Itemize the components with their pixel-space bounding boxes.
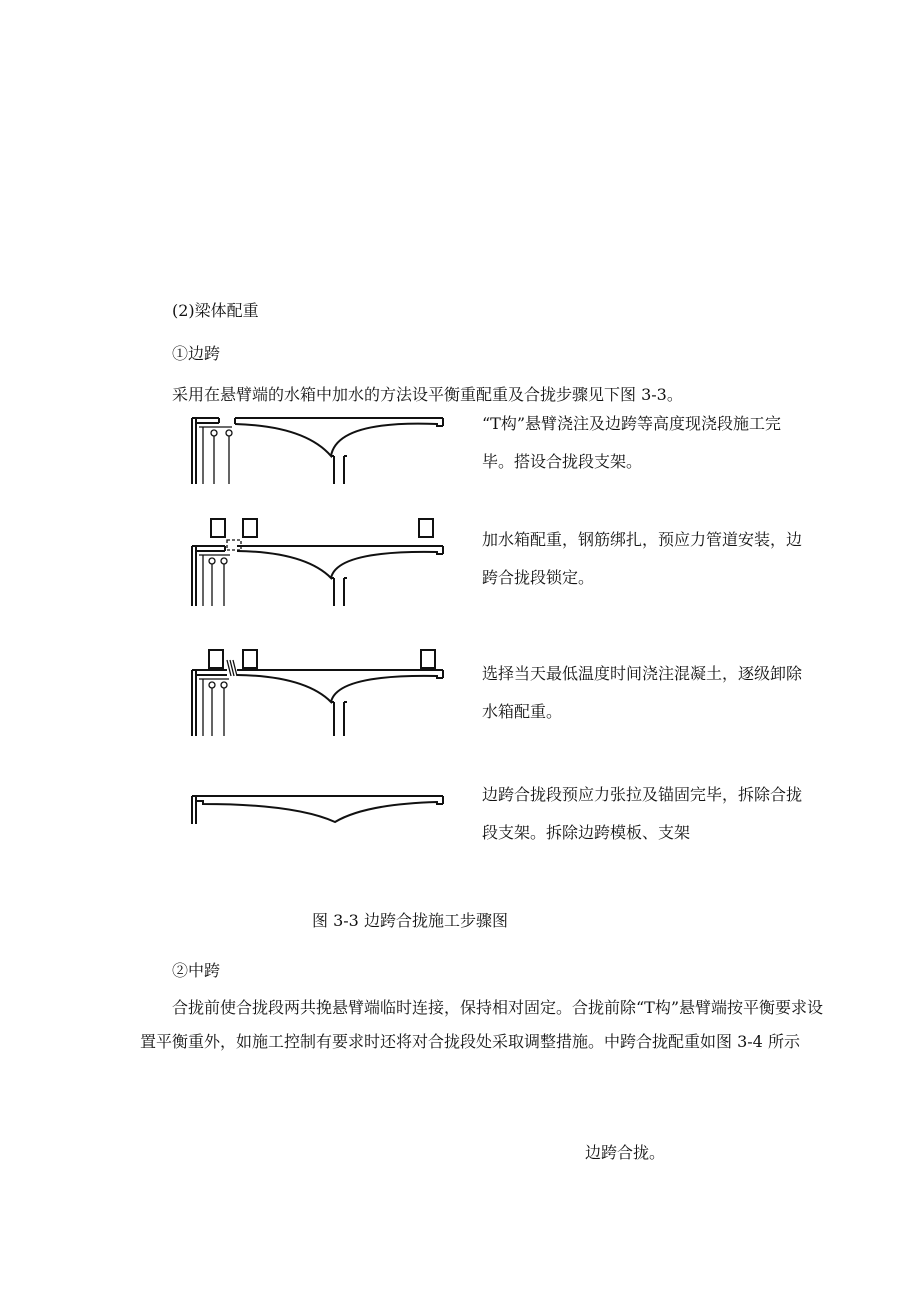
- step-4-diagram: [185, 792, 445, 824]
- step-3-diagram: [185, 646, 445, 736]
- pour-hatch-icon: [227, 660, 237, 676]
- jack-circle-icon: [221, 682, 227, 688]
- water-tank-icon: [209, 650, 223, 668]
- step-3-description: 选择当天最低温度时间浇注混凝土，逐级卸除水箱配重。: [482, 664, 803, 721]
- water-tank-icon: [243, 519, 257, 537]
- figure-caption: 图 3-3 边跨合拢施工步骤图: [312, 911, 508, 930]
- mid-span-text: 合拢前使合拢段两共挽悬臂端临时连接，保持相对固定。合拢前除“T构”悬臂端按平衡要求设置平衡重外，如施工控制有要求时还将对合拢段处采取调整措施。中跨合拢配重如图 3-4 所示: [140, 998, 824, 1051]
- jack-circle-icon: [209, 558, 215, 564]
- mid-span-heading: ②中跨: [172, 961, 221, 980]
- water-tank-icon: [211, 519, 225, 537]
- water-tank-icon: [419, 519, 433, 537]
- water-tank-icon: [243, 650, 257, 668]
- jack-circle-icon: [226, 430, 232, 436]
- side-span-heading: ①边跨: [172, 344, 221, 363]
- trailing-text: 边跨合拢。: [585, 1143, 666, 1162]
- step-4-description: 边跨合拢段预应力张拉及锚固完毕，拆除合拢段支架。拆除边跨模板、支架: [482, 785, 803, 842]
- step-2-description: 加水箱配重，钢筋绑扎，预应力管道安装，边跨合拢段锁定。: [482, 530, 803, 587]
- step-1-diagram: [185, 412, 445, 484]
- water-tank-icon: [421, 650, 435, 668]
- section-heading: (2)梁体配重: [172, 301, 259, 320]
- jack-circle-icon: [221, 558, 227, 564]
- step-2-diagram: [185, 516, 445, 606]
- intro-text: 采用在悬臂端的水箱中加水的方法设平衡重配重及合拢步骤见下图 3-3。: [172, 385, 683, 404]
- jack-circle-icon: [209, 682, 215, 688]
- step-1-description: “T构”悬臂浇注及边跨等高度现浇段施工完毕。搭设合拢段支架。: [482, 414, 782, 471]
- jack-circle-icon: [211, 430, 217, 436]
